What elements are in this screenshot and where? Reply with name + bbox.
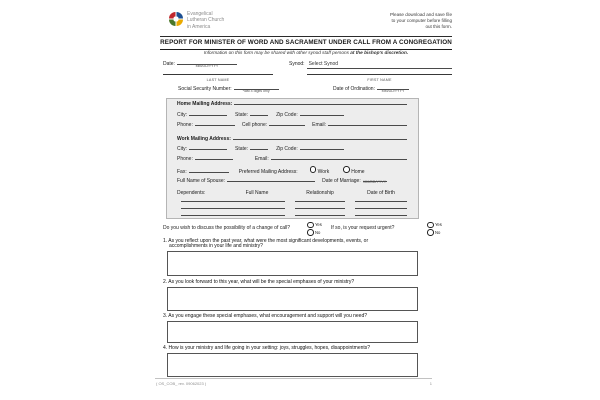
first-name-caption: FIRST NAME bbox=[367, 78, 392, 82]
form-subtitle-bold: at the bishop's discretion. bbox=[350, 50, 409, 55]
form-title: REPORT FOR MINISTER OF WORD AND SACRAMENT UNDER CALL FROM A CONGREGATION bbox=[160, 36, 452, 50]
home-email-label: Email: bbox=[312, 121, 327, 128]
home-zip-input[interactable] bbox=[300, 114, 344, 116]
form-subtitle-text: Information on this form may be shared with other synod staff persons bbox=[203, 50, 351, 55]
home-address-input[interactable] bbox=[234, 103, 407, 105]
question-1-line: accomplishments in your life and ministry? bbox=[169, 243, 263, 250]
change-yes-label: Yes bbox=[315, 222, 322, 227]
first-name-input[interactable] bbox=[307, 74, 452, 75]
answer-box-2[interactable] bbox=[167, 287, 418, 311]
work-state-label: State: bbox=[235, 146, 249, 152]
dependent-dob-input-2[interactable] bbox=[355, 208, 407, 209]
ssn-label: Social Security Number: bbox=[178, 86, 232, 92]
change-radio-group bbox=[307, 221, 322, 236]
urgent-yes-label: Yes bbox=[435, 222, 442, 227]
work-address-label: Work Mailing Address: bbox=[177, 136, 231, 142]
dependent-name-input-3[interactable] bbox=[181, 215, 285, 216]
preferred-work-label: Work bbox=[317, 168, 330, 175]
footer-revision-code: ( OS_COB_ rev. 09062023 ) bbox=[156, 380, 207, 386]
work-city-input[interactable] bbox=[189, 148, 227, 150]
home-city-label: City: bbox=[177, 111, 187, 118]
home-state-input[interactable] bbox=[250, 114, 268, 116]
dependent-dob-input-1[interactable] bbox=[355, 201, 407, 202]
date-format-hint: MM/DD/YYYY bbox=[195, 63, 219, 68]
change-no-label: No bbox=[315, 229, 321, 235]
ssn-hint: *last 4 digits only bbox=[242, 88, 270, 93]
home-phone-input[interactable] bbox=[195, 124, 235, 126]
preferred-home-radio[interactable] bbox=[343, 166, 350, 173]
home-cell-label: Cell phone: bbox=[241, 121, 268, 128]
change-of-call-section bbox=[163, 221, 455, 238]
last-name-input[interactable] bbox=[163, 74, 273, 75]
answer-box-4[interactable] bbox=[167, 353, 418, 378]
question-3-line: 3. As you engage these special emphases, what encouragement and support will you need? bbox=[163, 313, 368, 319]
work-address-input[interactable] bbox=[233, 138, 407, 140]
urgent-yes-radio[interactable] bbox=[427, 222, 434, 229]
dependents-col-relationship: Relationship bbox=[306, 189, 334, 196]
footer-divider bbox=[155, 378, 432, 379]
change-no-radio[interactable] bbox=[307, 229, 314, 236]
preferred-mailing-label: Preferred Mailing Address: bbox=[238, 168, 298, 175]
synod-label: Synod: bbox=[289, 61, 305, 67]
work-state-input[interactable] bbox=[250, 148, 268, 150]
date-label: Date: bbox=[163, 61, 175, 67]
answer-box-1[interactable] bbox=[167, 251, 418, 276]
home-email-input[interactable] bbox=[328, 124, 407, 126]
dependents-label: Dependents: bbox=[177, 189, 206, 196]
home-phone-label: Phone: bbox=[177, 121, 193, 128]
footer-page-number: 1 bbox=[429, 380, 432, 386]
change-question-label: Do you wish to discuss the possibility of a change of call? bbox=[163, 225, 291, 231]
org-name-line: in America bbox=[187, 23, 211, 30]
org-name-line: Lutheran Church bbox=[187, 17, 225, 24]
dependent-name-input-2[interactable] bbox=[181, 208, 285, 209]
urgent-no-label: No bbox=[435, 229, 441, 235]
work-zip-label: Zip Code: bbox=[276, 146, 298, 152]
preferred-work-radio[interactable] bbox=[310, 166, 317, 173]
work-phone-input[interactable] bbox=[195, 158, 233, 160]
synod-select[interactable]: Select Synod bbox=[307, 61, 452, 69]
marriage-date-label: Date of Marriage: bbox=[322, 177, 361, 184]
answer-box-3[interactable] bbox=[167, 321, 418, 343]
last-name-caption: LAST NAME bbox=[206, 78, 230, 82]
urgent-question-label: If so, is your request urgent? bbox=[331, 225, 395, 231]
home-zip-label: Zip Code: bbox=[276, 111, 298, 118]
download-note bbox=[330, 12, 452, 29]
work-phone-label: Phone: bbox=[177, 156, 193, 162]
dependent-relationship-input-2[interactable] bbox=[295, 208, 345, 209]
question-4-line: 4. How is your ministry and life going in your setting: joys, struggles, hopes, disappointments? bbox=[163, 345, 371, 351]
dependent-dob-input-3[interactable] bbox=[355, 215, 407, 216]
elca-logo-icon bbox=[168, 11, 184, 27]
home-cell-input[interactable] bbox=[269, 124, 305, 126]
home-address-label: Home Mailing Address: bbox=[177, 101, 233, 107]
org-name bbox=[187, 11, 224, 30]
preferred-home-label: Home bbox=[351, 168, 365, 175]
spouse-name-input[interactable] bbox=[227, 180, 315, 182]
question-4-label bbox=[163, 346, 421, 352]
dependent-relationship-input-1[interactable] bbox=[295, 201, 345, 202]
fax-label: Fax: bbox=[177, 168, 187, 175]
change-yes-radio[interactable] bbox=[307, 222, 314, 229]
fax-input[interactable] bbox=[189, 171, 229, 173]
question-2-label bbox=[163, 280, 421, 286]
dependents-col-fullname: Full Name bbox=[245, 189, 269, 196]
org-name-line: Evangelical bbox=[187, 11, 213, 17]
question-1-label bbox=[163, 239, 421, 250]
dependent-name-input-1[interactable] bbox=[181, 201, 285, 202]
ordination-date-hint: MM/DD/YYYY bbox=[381, 88, 405, 93]
download-note-line: to your computer before filling bbox=[391, 17, 452, 23]
download-note-line: Please download and save file bbox=[389, 12, 452, 17]
marriage-date-hint: MM/DD/YYYY bbox=[363, 180, 387, 184]
spouse-name-label: Full Name of Spouse: bbox=[177, 177, 226, 184]
question-1-line: 1. As you reflect upon the past year, what were the most significant developments, events, or bbox=[163, 237, 369, 244]
home-city-input[interactable] bbox=[189, 114, 227, 116]
urgent-radio-group bbox=[427, 221, 442, 236]
work-email-input[interactable] bbox=[271, 158, 407, 160]
dependent-relationship-input-3[interactable] bbox=[295, 215, 345, 216]
question-3-label bbox=[163, 314, 421, 320]
work-zip-input[interactable] bbox=[300, 148, 344, 150]
form-subtitle bbox=[160, 50, 452, 55]
home-state-label: State: bbox=[235, 111, 249, 118]
work-email-label: Email: bbox=[254, 156, 269, 162]
address-section-box bbox=[166, 98, 419, 219]
urgent-no-radio[interactable] bbox=[427, 229, 434, 236]
download-note-line: out this form. bbox=[425, 23, 452, 29]
work-city-label: City: bbox=[177, 146, 187, 152]
dependents-col-dob: Date of Birth bbox=[367, 189, 395, 196]
question-2-line: 2. As you look forward to this year, what will be the special emphases of your ministry? bbox=[163, 278, 355, 285]
ordination-date-label: Date of Ordination: bbox=[333, 86, 375, 92]
